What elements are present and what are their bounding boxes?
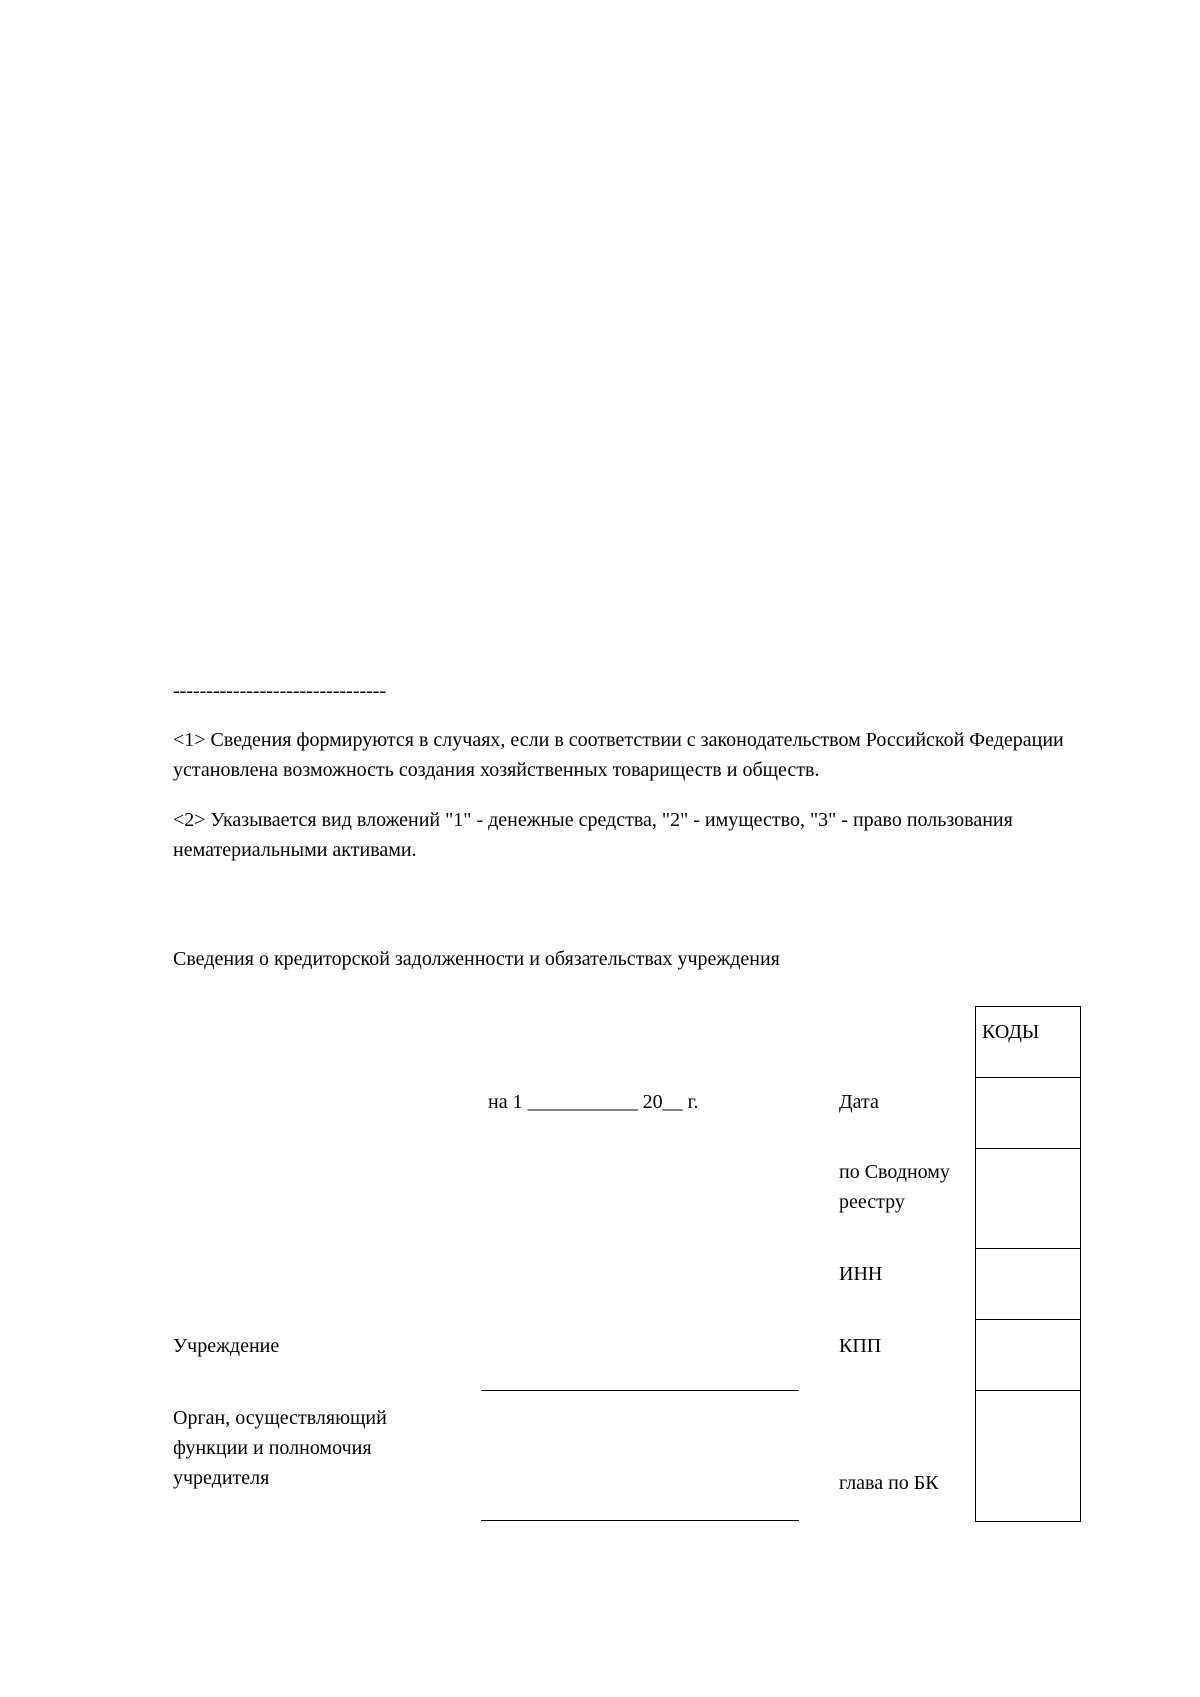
form-date: на 1 ___________ 20__ г.	[488, 1091, 699, 1113]
code-date-cell[interactable]	[975, 1077, 1081, 1149]
label-kpp: КПП	[839, 1335, 882, 1357]
footnote-1: <1> Сведения формируются в случаях, если в соответствии с законодательством Российской Федерации установлена возможность создания хозяйственных товариществ и обществ.	[173, 729, 1064, 781]
codes-header-cell	[975, 1006, 1081, 1078]
footnote-separator: --------------------------------	[173, 680, 387, 702]
institution-line	[481, 1390, 799, 1391]
footnote-2: <2> Указывается вид вложений "1" - денежные средства, "2" - имущество, "3" - право пользования нематериальными активами.	[173, 809, 1013, 861]
code-registry-cell[interactable]	[975, 1148, 1081, 1249]
code-inn-cell[interactable]	[975, 1248, 1081, 1320]
form-title: Сведения о кредиторской задолженности и обязательствах учреждения	[173, 948, 780, 970]
code-chapter-bk-cell[interactable]	[975, 1390, 1081, 1522]
label-registry-line1: по Сводному	[839, 1161, 950, 1183]
institution-label: Учреждение	[173, 1335, 280, 1357]
founder-label-line2: функции и полномочия	[173, 1437, 372, 1459]
code-kpp-cell[interactable]	[975, 1319, 1081, 1391]
label-chapter-bk: глава по БК	[839, 1472, 939, 1494]
codes-header: КОДЫ	[982, 1021, 1040, 1043]
label-inn: ИНН	[839, 1263, 883, 1285]
founder-label-line3: учредителя	[173, 1467, 270, 1489]
label-date: Дата	[839, 1091, 879, 1113]
founder-line	[481, 1520, 799, 1521]
founder-label-line1: Орган, осуществляющий	[173, 1407, 387, 1429]
label-registry-line2: реестру	[839, 1191, 905, 1213]
